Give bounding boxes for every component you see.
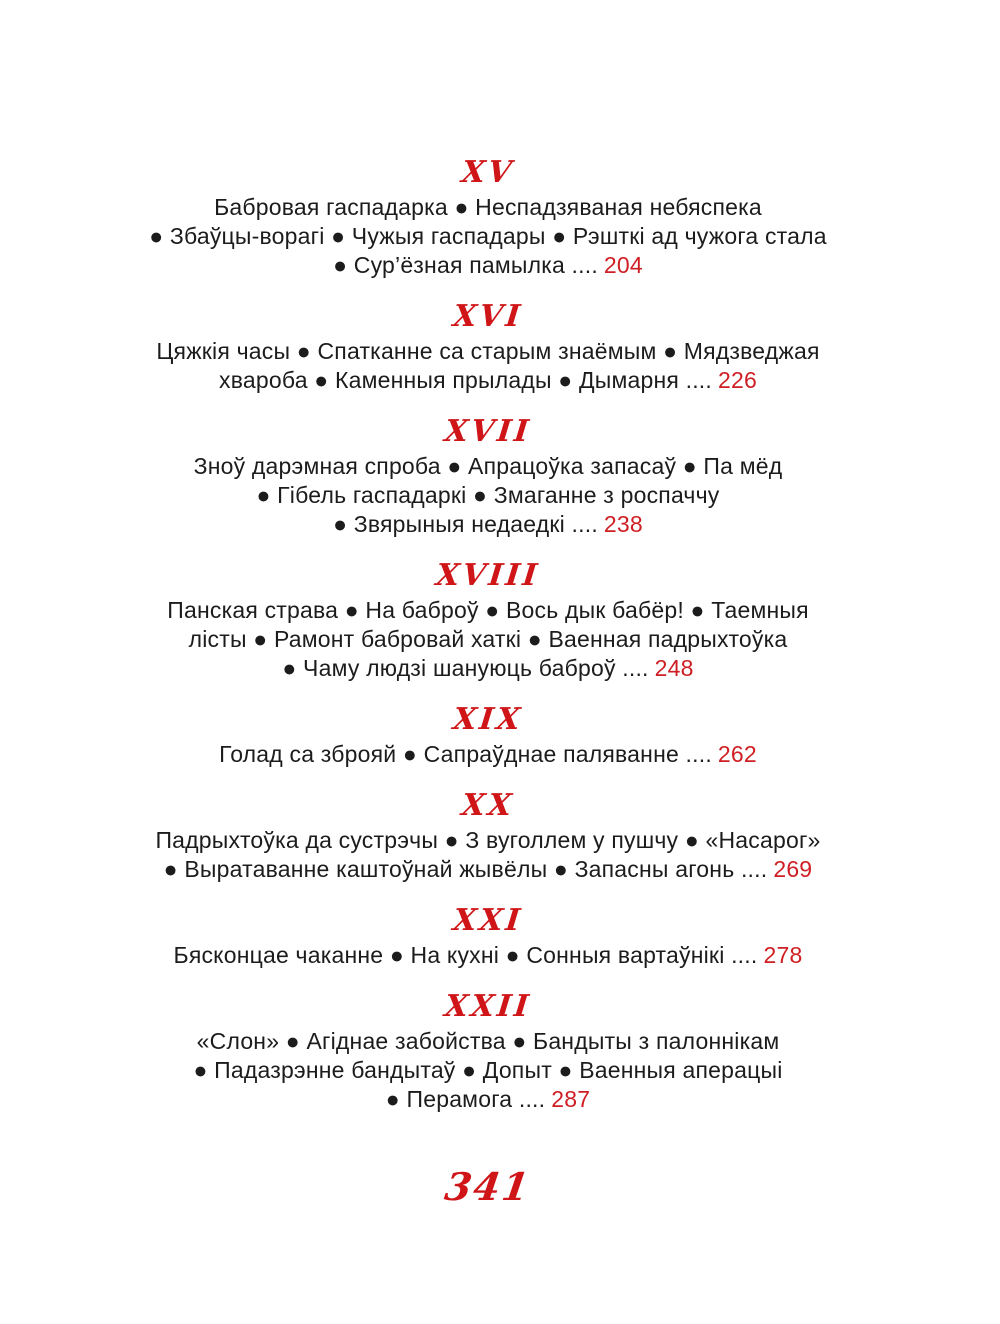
chapter-number: XVII: [442, 414, 534, 449]
chapter-topics-line: [138, 654, 838, 683]
chapter-topics-line: [138, 510, 838, 539]
chapter-topics-line: [138, 855, 838, 884]
table-of-contents: [138, 0, 838, 1209]
chapter-topics-line: лісты ● Рамонт бабровай хаткі ● Ваенная падрыхтоўка: [188, 626, 788, 652]
chapter-topics-text: ● Выратаванне каштоўнай жывёлы ● Запасны агонь ....: [163, 856, 768, 882]
chapter-number: XX: [459, 788, 517, 823]
chapter-topics-text: Голад са зброяй ● Сапраўднае паляванне ....: [219, 741, 712, 767]
page-ref: 269: [773, 856, 813, 882]
chapter-topics-line: Панская страва ● На баброў ● Вось дык бабёр! ● Таемныя: [167, 597, 809, 623]
page-ref: 204: [603, 252, 643, 278]
chapter-topics-line: Бабровая гаспадарка ● Неспадзяваная небяспека: [214, 194, 762, 220]
chapter-number: XVI: [451, 299, 525, 334]
toc-section-xix: [138, 699, 838, 769]
chapter-topics-line: [138, 941, 838, 970]
toc-section-xv: [138, 152, 838, 280]
chapter-topics-text: хвароба ● Каменныя прылады ● Дымарня ....: [219, 367, 712, 393]
chapter-topics-text: Бясконцае чаканне ● На кухні ● Сонныя вартаўнікі ....: [173, 942, 758, 968]
chapter-topics-line: ● Падазрэнне бандытаў ● Допыт ● Ваенныя аперацыі: [193, 1057, 783, 1083]
page-ref: 226: [717, 367, 757, 393]
page-ref: 262: [717, 741, 757, 767]
page-ref: 278: [763, 942, 803, 968]
chapter-topics-line: ● Збаўцы-ворагі ● Чужыя гаспадары ● Рэшткі ад чужога стала: [149, 223, 827, 249]
chapter-topics-line: Зноў дарэмная спроба ● Апрацоўка запасаў ● Па мёд: [193, 453, 783, 479]
page-ref: 238: [603, 511, 643, 537]
folio-page-number: 341: [442, 1164, 534, 1209]
chapter-topics-line: ● Гібель гаспадаркі ● Змаганне з роспаччу: [256, 482, 720, 508]
chapter-number: XIX: [451, 702, 525, 737]
chapter-topics-text: ● Чаму людзі шануюць баброў ....: [282, 655, 649, 681]
chapter-topics-line: [138, 740, 838, 769]
chapter-number: XXI: [451, 903, 525, 938]
chapter-topics-line: [138, 1085, 838, 1114]
chapter-number: XVIII: [434, 558, 542, 593]
chapter-topics-text: ● Перамога ....: [385, 1086, 546, 1112]
toc-section-xviii: [138, 555, 838, 683]
toc-section-xvii: [138, 411, 838, 539]
toc-section-xxi: [138, 900, 838, 970]
page-ref: 248: [654, 655, 694, 681]
chapter-topics-line: Цяжкія часы ● Спатканне са старым знаёмым ● Мядзведжая: [156, 338, 820, 364]
chapter-topics-line: Падрыхтоўка да сустрэчы ● З вуголлем у пушчу ● «Насарог»: [155, 827, 821, 853]
chapter-topics-line: [138, 366, 838, 395]
chapter-number: XXII: [442, 989, 534, 1024]
chapter-topics-line: «Слон» ● Агіднае забойства ● Бандыты з палоннікам: [196, 1028, 780, 1054]
chapter-topics-text: ● Звярыныя недаедкі ....: [333, 511, 598, 537]
chapter-topics-line: [138, 251, 838, 280]
toc-section-xxii: [138, 986, 838, 1114]
toc-section-xvi: [138, 296, 838, 395]
chapter-number: XV: [459, 155, 517, 190]
page-ref: 287: [551, 1086, 591, 1112]
chapter-topics-text: ● Сур’ёзная памылка ....: [333, 252, 598, 278]
toc-section-xx: [138, 785, 838, 884]
